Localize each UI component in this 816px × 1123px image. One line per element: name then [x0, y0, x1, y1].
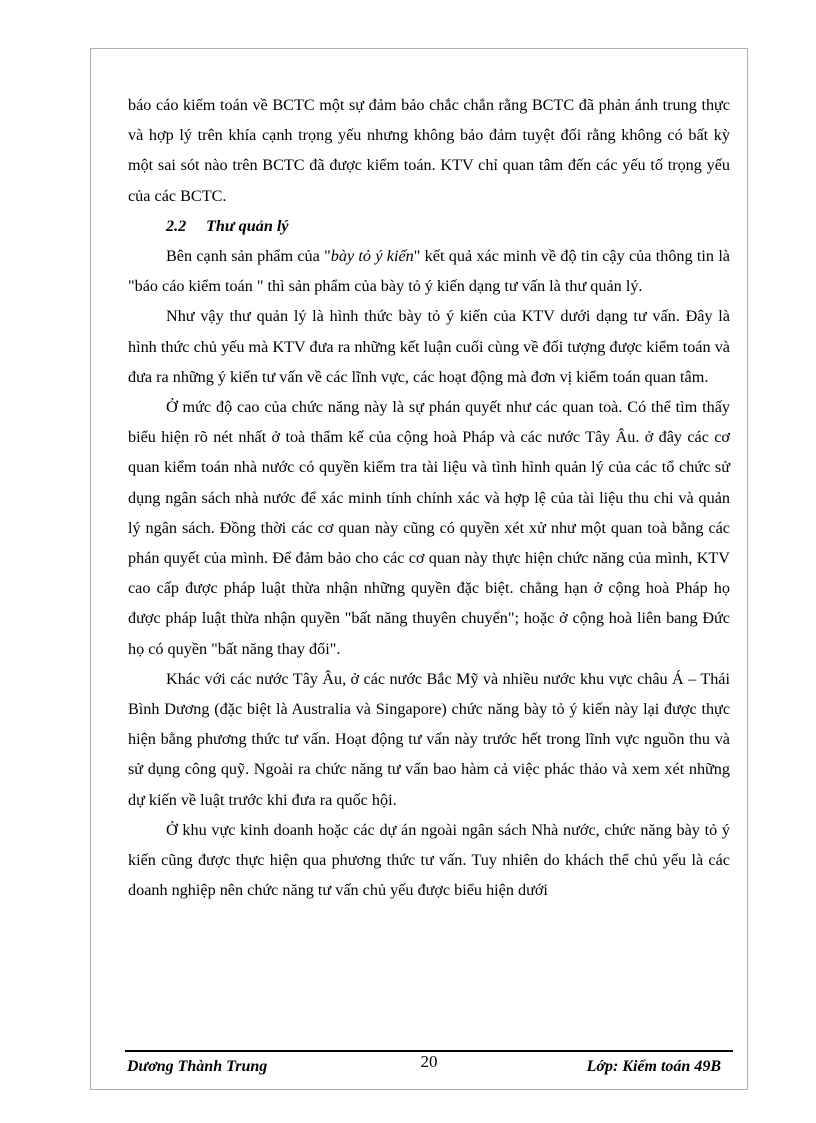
section-title: Thư quản lý [206, 216, 289, 235]
paragraph-2-start: Bên cạnh sản phẩm của " [166, 247, 331, 266]
page-footer [125, 1052, 733, 1080]
page-number: 20 [420, 1052, 438, 1071]
footer-class: Lớp: Kiểm toán 49B [586, 1058, 721, 1075]
document-body [128, 90, 730, 905]
footer-author: Dương Thành Trung [127, 1058, 268, 1075]
paragraph-5: Khác với các nước Tây Âu, ở các nước Bắc Mỹ và nhiều nước khu vực châu Á – Thái Bình Dương (đặc biệt là Australia và Singapore) chức năng bày tỏ ý kiến này lại được thực hiện bằng phương thức tư vấn. Hoạt động tư vấn này trước hết trong lĩnh vực nguồn thu và sử dụng công quỹ. Ngoài ra chức năng tư vấn bao hàm cả việc phác thảo và xem xét những dự kiến về luật trước khi đưa ra quốc hội. [128, 669, 730, 809]
paragraph-6: Ở khu vực kinh doanh hoặc các dự án ngoài ngân sách Nhà nước, chức năng bày tỏ ý kiến cũng được thực hiện qua phương thức tư vấn. Tuy nhiên do khách thể chủ yếu là các doanh nghiệp nên chức năng tư vấn chủ yếu được biểu hiện dưới [128, 820, 730, 900]
paragraph-4: Ở mức độ cao của chức năng này là sự phán quyết như các quan toà. Có thể tìm thấy biểu hiện rõ nét nhất ở toà thẩm kế của cộng hoà Pháp và các nước Tây Âu. ở đây các cơ quan kiểm toán nhà nước có quyền kiểm tra tài liệu và tình hình quản lý của các tổ chức sử dụng ngân sách nhà nước để xác minh tính chính xác và hợp lệ của tài liệu thu chi và quản lý ngân sách. Đồng thời các cơ quan này cũng có quyền xét xử như một quan toà bằng các phán quyết của mình. Để đảm bảo cho các cơ quan này thực hiện chức năng của mình, KTV cao cấp được pháp luật thừa nhận những quyền đặc biệt. chẳng hạn ở cộng hoà Pháp họ được pháp luật thừa nhận quyền "bất năng thuyên chuyển"; hoặc ở cộng hoà liên bang Đức họ có quyền "bất năng thay đổi". [128, 398, 730, 658]
paragraph-2 [128, 241, 730, 301]
paragraph-3: Như vậy thư quản lý là hình thức bày tỏ ý kiến của KTV dưới dạng tư vấn. Đây là hình thức chủ yếu mà KTV đưa ra những kết luận cuối cùng về đối tượng được kiểm toán và đưa ra những ý kiến tư vấn về các lĩnh vực, các hoạt động mà đơn vị kiểm toán quan tâm. [128, 307, 730, 386]
paragraph-2-end: " kết quả xác minh về độ tin cậy của thông tin là "báo cáo kiểm toán " thì sản phẩm của bày tỏ ý kiến dạng tư vấn là thư quản lý. [128, 247, 730, 296]
section-number: 2.2 [166, 216, 187, 235]
paragraph-2-emphasis: bày tỏ ý kiến [330, 247, 414, 266]
paragraph-1: báo cáo kiểm toán về BCTC một sự đảm bảo chắc chắn rằng BCTC đã phản ánh trung thực và hợp lý trên khía cạnh trọng yếu nhưng không bảo đảm tuyệt đối rằng không có bất kỳ một sai sót nào trên BCTC đã được kiểm toán. KTV chỉ quan tâm đến các yếu tố trọng yếu của các BCTC. [128, 96, 730, 205]
section-heading [128, 211, 730, 241]
